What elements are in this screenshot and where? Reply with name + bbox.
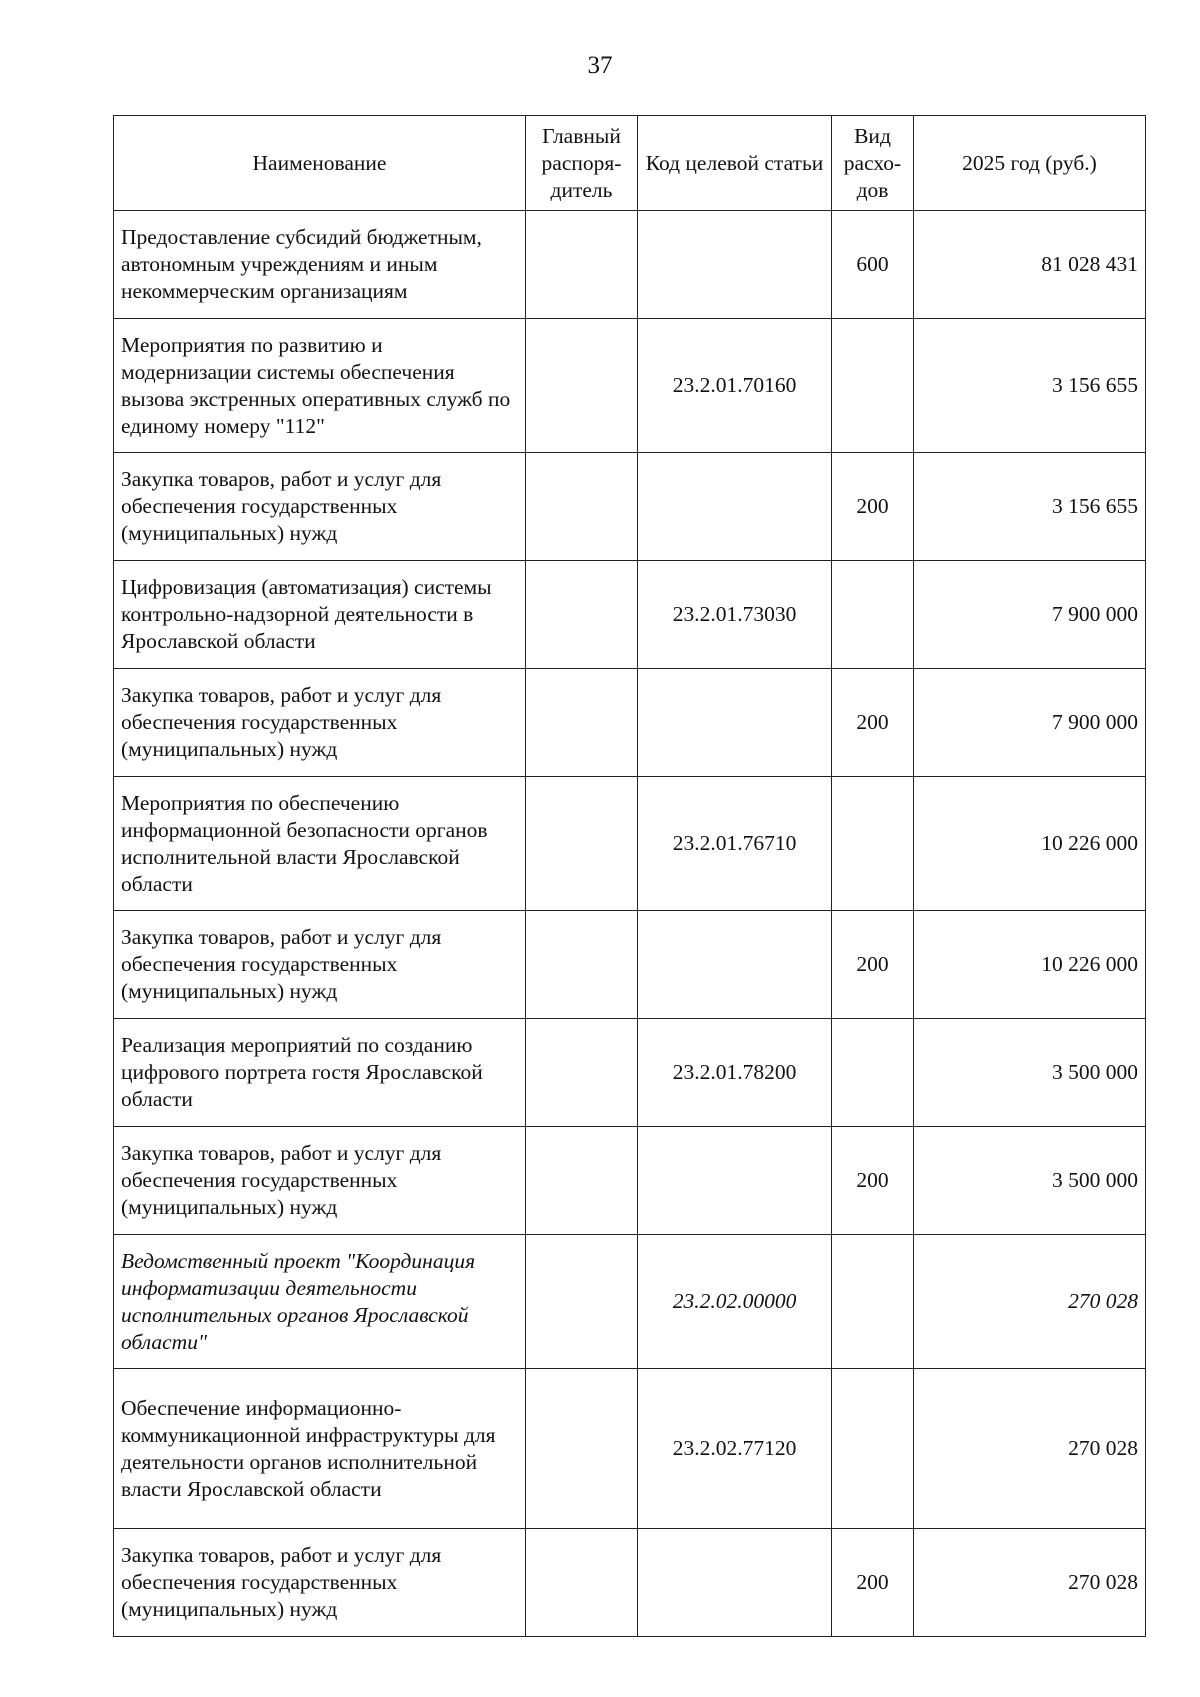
cell-amount: 81 028 431 [914, 211, 1146, 319]
cell-name: Предоставление субсидий бюджетным, автономным учреждениям и иным некоммерческим организациям [114, 211, 526, 319]
cell-admin [526, 911, 638, 1019]
table-row [114, 1529, 1146, 1637]
cell-code: 23.2.01.78200 [638, 1019, 832, 1127]
budget-table [113, 115, 1146, 1637]
table-row [114, 453, 1146, 561]
header-admin: Главный распоря-дитель [526, 116, 638, 211]
cell-admin [526, 1369, 638, 1529]
cell-admin [526, 453, 638, 561]
cell-admin [526, 561, 638, 669]
cell-name: Закупка товаров, работ и услуг для обеспечения государственных (муниципальных) нужд [114, 453, 526, 561]
cell-type [832, 777, 914, 911]
cell-admin [526, 1235, 638, 1369]
cell-amount: 270 028 [914, 1529, 1146, 1637]
table-header-row [114, 116, 1146, 211]
cell-type: 200 [832, 1529, 914, 1637]
header-name: Наименование [114, 116, 526, 211]
table-row [114, 319, 1146, 453]
table-row [114, 561, 1146, 669]
cell-code [638, 211, 832, 319]
page-number: 37 [587, 52, 613, 79]
table-row [114, 1235, 1146, 1369]
cell-type: 200 [832, 453, 914, 561]
cell-name: Реализация мероприятий по созданию цифрового портрета гостя Ярославской области [114, 1019, 526, 1127]
cell-amount: 10 226 000 [914, 911, 1146, 1019]
cell-type: 200 [832, 669, 914, 777]
table-body [114, 211, 1146, 1637]
cell-type [832, 1235, 914, 1369]
cell-amount: 3 156 655 [914, 319, 1146, 453]
table-row [114, 669, 1146, 777]
cell-type [832, 1369, 914, 1529]
cell-amount: 7 900 000 [914, 561, 1146, 669]
table-row [114, 911, 1146, 1019]
cell-type: 200 [832, 911, 914, 1019]
cell-type: 600 [832, 211, 914, 319]
cell-code: 23.2.01.73030 [638, 561, 832, 669]
cell-name: Мероприятия по обеспечению информационной безопасности органов исполнительной власти Ярославской области [114, 777, 526, 911]
cell-admin [526, 1019, 638, 1127]
header-code: Код целевой статьи [638, 116, 832, 211]
cell-amount: 270 028 [914, 1235, 1146, 1369]
cell-name: Закупка товаров, работ и услуг для обеспечения государственных (муниципальных) нужд [114, 669, 526, 777]
header-amount: 2025 год (руб.) [914, 116, 1146, 211]
cell-amount: 10 226 000 [914, 777, 1146, 911]
cell-name: Цифровизация (автоматизация) системы контрольно-надзорной деятельности в Ярославской области [114, 561, 526, 669]
cell-amount: 3 156 655 [914, 453, 1146, 561]
cell-name: Ведомственный проект "Координация информатизации деятельности исполнительных органов Ярославской области" [114, 1235, 526, 1369]
cell-admin [526, 777, 638, 911]
cell-code: 23.2.02.77120 [638, 1369, 832, 1529]
table-row [114, 1369, 1146, 1529]
header-type: Вид расхо-дов [832, 116, 914, 211]
cell-code: 23.2.01.76710 [638, 777, 832, 911]
cell-code [638, 453, 832, 561]
cell-code [638, 1127, 832, 1235]
cell-type: 200 [832, 1127, 914, 1235]
cell-code: 23.2.02.00000 [638, 1235, 832, 1369]
cell-type [832, 319, 914, 453]
cell-type [832, 561, 914, 669]
table-row [114, 777, 1146, 911]
cell-name: Мероприятия по развитию и модернизации системы обеспечения вызова экстренных оперативных служб по единому номеру "112" [114, 319, 526, 453]
cell-code [638, 911, 832, 1019]
cell-admin [526, 1529, 638, 1637]
cell-amount: 3 500 000 [914, 1019, 1146, 1127]
cell-name: Закупка товаров, работ и услуг для обеспечения государственных (муниципальных) нужд [114, 1127, 526, 1235]
cell-amount: 7 900 000 [914, 669, 1146, 777]
cell-name: Закупка товаров, работ и услуг для обеспечения государственных (муниципальных) нужд [114, 911, 526, 1019]
cell-amount: 270 028 [914, 1369, 1146, 1529]
table-row [114, 211, 1146, 319]
cell-admin [526, 319, 638, 453]
cell-name: Закупка товаров, работ и услуг для обеспечения государственных (муниципальных) нужд [114, 1529, 526, 1637]
cell-admin [526, 669, 638, 777]
cell-code [638, 669, 832, 777]
cell-code: 23.2.01.70160 [638, 319, 832, 453]
cell-admin [526, 1127, 638, 1235]
cell-amount: 3 500 000 [914, 1127, 1146, 1235]
cell-admin [526, 211, 638, 319]
table-row [114, 1019, 1146, 1127]
cell-type [832, 1019, 914, 1127]
table-row [114, 1127, 1146, 1235]
cell-code [638, 1529, 832, 1637]
cell-name: Обеспечение информационно-коммуникационной инфраструктуры для деятельности органов исполнительной власти Ярославской области [114, 1369, 526, 1529]
